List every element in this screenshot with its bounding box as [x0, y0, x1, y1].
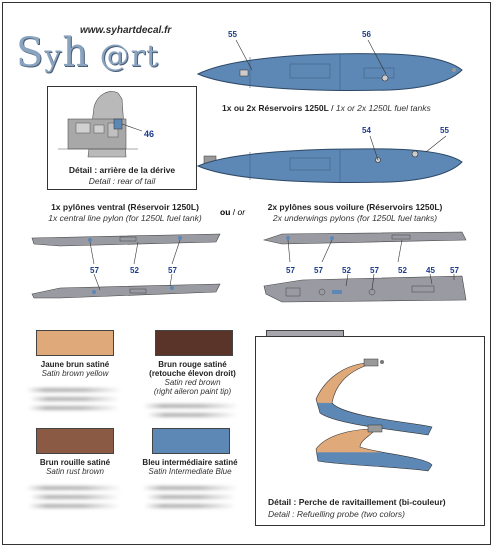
- ref-number: 55: [440, 126, 449, 135]
- swatch-chip: [155, 330, 233, 356]
- leader-lines: [366, 134, 456, 164]
- tail-detail-subtitle: Detail : rear of tail: [88, 176, 156, 186]
- probe-detail-subtitle: Detail : Refuelling probe (two colors): [268, 509, 406, 519]
- ventral-pylon-subtitle: 1x central line pylon (for 1250L fuel tank): [48, 213, 202, 223]
- ref-number: 52: [130, 266, 139, 275]
- swatch-chip: [36, 428, 114, 454]
- ref-number: 56: [362, 30, 371, 39]
- color-swatch-card: Jaune brun satiné Satin brown yellow: [20, 330, 130, 410]
- tanks-caption-en: 1x or 2x 1250L fuel tanks: [335, 103, 431, 113]
- ref-number: 45: [426, 266, 435, 275]
- swatch-chip: [152, 428, 230, 454]
- ref-number: 57: [370, 266, 379, 275]
- ref-number: 52: [342, 266, 351, 275]
- tanks-caption: 1x ou 2x Réservoirs 1250L / 1x or 2x 1250L fuel tanks: [222, 103, 431, 113]
- leader-lines: [230, 38, 400, 76]
- color-swatch-card: Bleu intermédiaire satiné Satin Intermediate Blue: [130, 428, 250, 508]
- probe-detail-title: Détail : Perche de ravitaillement (bi-couleur): [268, 497, 446, 507]
- ref-number: 46: [144, 129, 155, 139]
- ventral-pylon-views: [30, 232, 225, 304]
- tail-detail-title: Détail : arrière de la dérive: [68, 165, 176, 175]
- tanks-caption-fr: 1x ou 2x Réservoirs 1250L: [222, 103, 329, 113]
- ref-number: 52: [398, 266, 407, 275]
- site-url[interactable]: www.syhartdecal.fr: [80, 25, 172, 36]
- ref-number: 54: [362, 126, 371, 135]
- tail-illustration: [48, 87, 196, 159]
- ref-number: 57: [168, 266, 177, 275]
- ref-number: 57: [314, 266, 323, 275]
- swatch-chip: [36, 330, 114, 356]
- color-swatch-card: Brun rouille satiné Satin rust brown: [20, 428, 130, 508]
- wing-pylon-title: 2x pylônes sous voilure (Réservoirs 1250L): [267, 202, 443, 212]
- ventral-pylon-title: 1x pylônes ventral (Réservoir 1250L): [51, 202, 199, 212]
- probe-detail-box: [255, 336, 485, 526]
- color-swatch-card: Brun rouge satiné (retouche élevon droit) Satin red brown (right aileron paint tip): [135, 330, 250, 417]
- wing-pylon-subtitle: 2x underwings pylons (for 1250L fuel tanks): [272, 213, 438, 223]
- ref-number: 57: [450, 266, 459, 275]
- tail-detail-box: [47, 86, 197, 190]
- or-separator: ou / or: [220, 207, 246, 217]
- brand-logo: Syh @rt: [16, 30, 160, 76]
- probe-illustration: [256, 337, 484, 477]
- ref-number: 57: [90, 266, 99, 275]
- ref-number: 55: [228, 30, 237, 39]
- ref-number: 57: [286, 266, 295, 275]
